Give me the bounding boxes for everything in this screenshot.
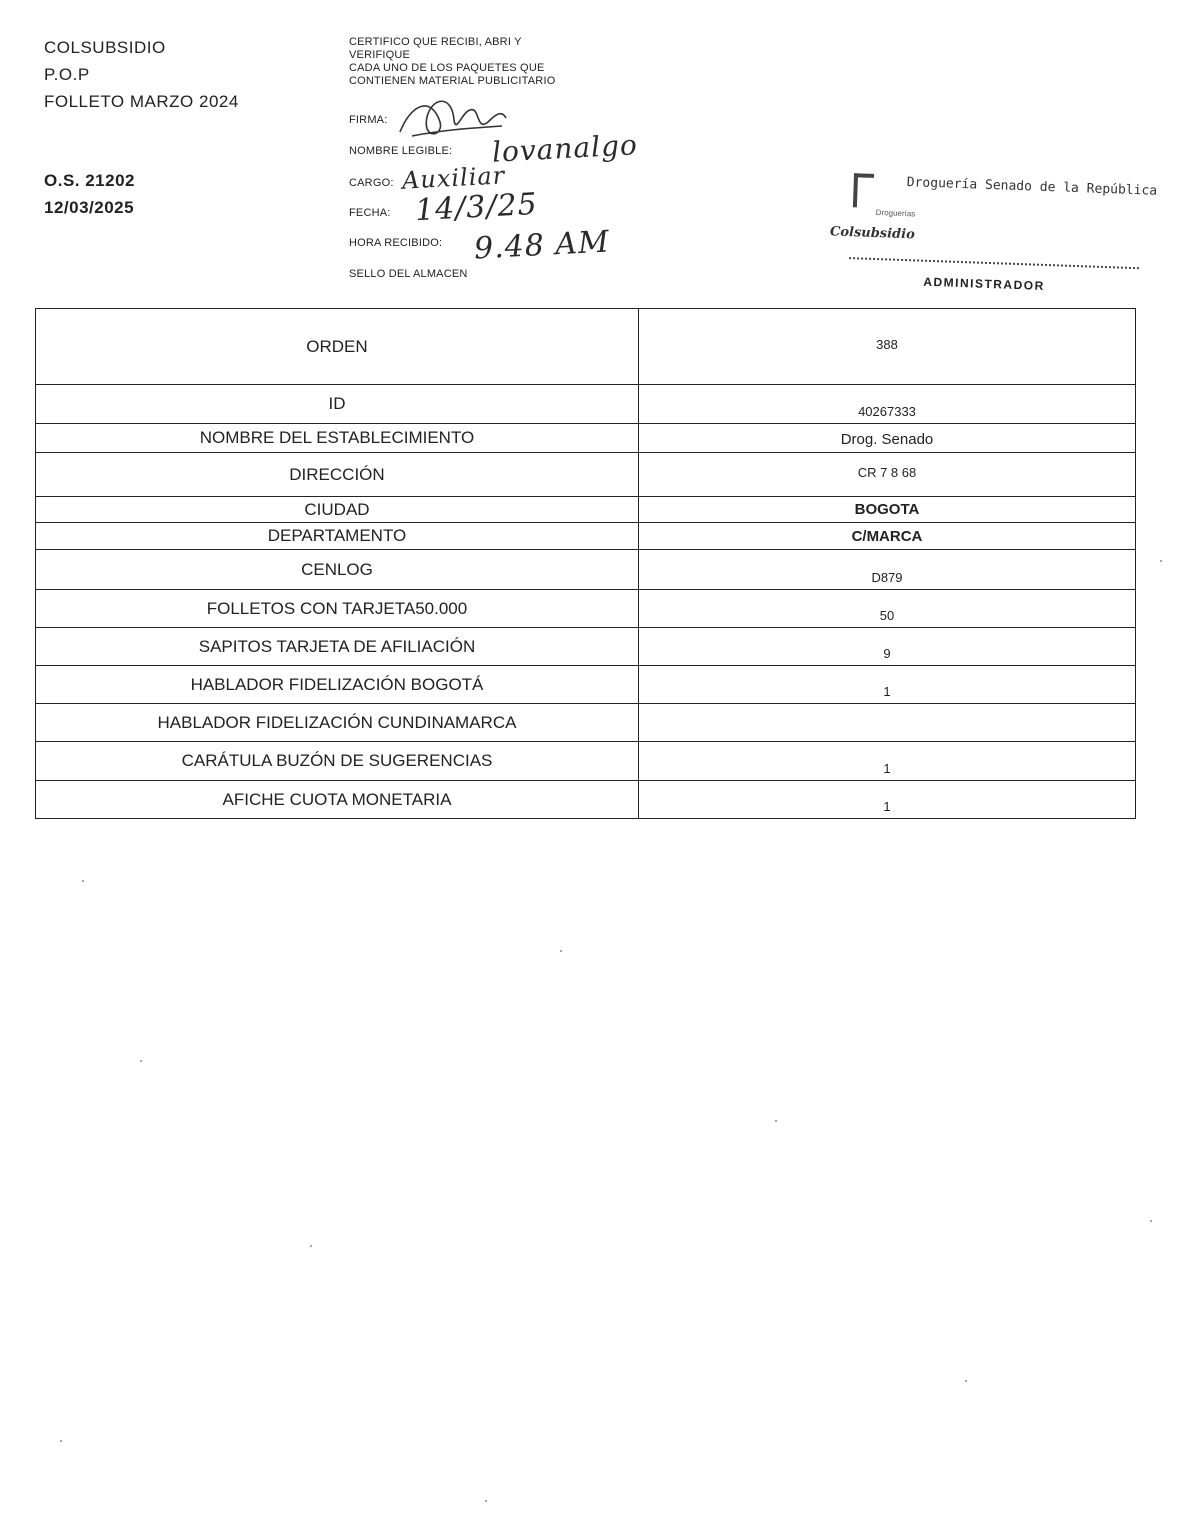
- fecha-label: FECHA:: [349, 207, 391, 219]
- row-label: CIUDAD: [36, 497, 639, 523]
- hora-label: HORA RECIBIDO:: [349, 237, 443, 249]
- row-label: CARÁTULA BUZÓN DE SUGERENCIAS: [36, 742, 639, 781]
- scan-speck: [60, 1440, 62, 1442]
- row-value: 1: [638, 666, 1135, 704]
- row-label: DEPARTAMENTO: [36, 523, 639, 550]
- stamp-role: ADMINISTRADOR: [923, 274, 1045, 293]
- scan-speck: [310, 1245, 312, 1247]
- scan-speck: [140, 1060, 142, 1062]
- row-label: AFICHE CUOTA MONETARIA: [36, 781, 639, 819]
- row-value: D879: [638, 550, 1135, 590]
- scan-speck: [775, 1120, 777, 1122]
- scan-speck: [560, 950, 562, 952]
- table-row: [36, 781, 1136, 819]
- row-value: 50: [638, 590, 1135, 628]
- certification-text: [349, 36, 555, 88]
- table-row: [36, 385, 1136, 424]
- cargo-value-handwritten: Auxiliar: [401, 161, 506, 195]
- certification-line: VERIFIQUE: [349, 49, 411, 61]
- row-label: ORDEN: [36, 309, 639, 385]
- row-value: 1: [638, 781, 1135, 819]
- row-value: 9: [638, 628, 1135, 666]
- row-label: ID: [36, 385, 639, 424]
- sello-label: SELLO DEL ALMACEN: [349, 268, 468, 280]
- document-date: 12/03/2025: [44, 198, 135, 217]
- row-label: DIRECCIÓN: [36, 453, 639, 497]
- scan-speck: [1160, 560, 1162, 562]
- certification-line: CONTIENEN MATERIAL PUBLICITARIO: [349, 75, 556, 87]
- row-value: C/MARCA: [638, 523, 1135, 550]
- table-row: [36, 309, 1136, 385]
- stamp-store-name: Droguería Senado de la República: [906, 175, 1158, 199]
- row-label: HABLADOR FIDELIZACIÓN BOGOTÁ: [36, 666, 639, 704]
- stamp-subtitle: Droguerías: [875, 208, 916, 219]
- row-value: 40267333: [638, 385, 1135, 424]
- row-label: CENLOG: [36, 550, 639, 590]
- store-stamp: [828, 164, 1158, 305]
- table-row: [36, 590, 1136, 628]
- scan-speck: [82, 880, 84, 882]
- nombre-value-handwritten: lovanalgo: [491, 128, 639, 169]
- row-value: 388: [638, 309, 1135, 385]
- row-label: FOLLETOS CON TARJETA50.000: [36, 590, 639, 628]
- row-value: CR 7 8 68: [638, 453, 1135, 497]
- stamp-company-logo: Colsubsidio: [829, 224, 916, 243]
- company-name: COLSUBSIDIO: [44, 38, 166, 57]
- scan-speck: [485, 1500, 487, 1502]
- certification-line: CERTIFICO QUE RECIBI, ABRI Y: [349, 36, 522, 48]
- firma-label: FIRMA:: [349, 114, 388, 126]
- delivery-table: [35, 308, 1136, 819]
- table-row: [36, 550, 1136, 590]
- nombre-label: NOMBRE LEGIBLE:: [349, 145, 453, 157]
- table-row: [36, 666, 1136, 704]
- row-label: SAPITOS TARJETA DE AFILIACIÓN: [36, 628, 639, 666]
- row-label: HABLADOR FIDELIZACIÓN CUNDINAMARCA: [36, 704, 639, 742]
- table-row: [36, 742, 1136, 781]
- table-row: [36, 704, 1136, 742]
- table-row: [36, 523, 1136, 550]
- scan-speck: [965, 1380, 967, 1382]
- hora-value-handwritten: 9.48 AM: [473, 224, 611, 267]
- table-row: [36, 497, 1136, 523]
- row-label: NOMBRE DEL ESTABLECIMIENTO: [36, 424, 639, 453]
- row-value: BOGOTA: [638, 497, 1135, 523]
- table-row: [36, 424, 1136, 453]
- row-value: Drog. Senado: [638, 424, 1135, 453]
- table-row: [36, 453, 1136, 497]
- scan-speck: [1150, 1220, 1152, 1222]
- row-value: 1: [638, 742, 1135, 781]
- stamp-logo-icon: [853, 173, 874, 208]
- table-row: [36, 628, 1136, 666]
- stamp-signature-line: [849, 257, 1139, 269]
- certification-line: CADA UNO DE LOS PAQUETES QUE: [349, 62, 545, 74]
- document-header-left: [44, 34, 239, 221]
- campaign-name: FOLLETO MARZO 2024: [44, 92, 239, 111]
- row-value: [638, 704, 1135, 742]
- cargo-label: CARGO:: [349, 177, 394, 189]
- service-order-number: O.S. 21202: [44, 171, 136, 190]
- fecha-value-handwritten: 14/3/25: [414, 186, 539, 229]
- document-type: P.O.P: [44, 65, 90, 84]
